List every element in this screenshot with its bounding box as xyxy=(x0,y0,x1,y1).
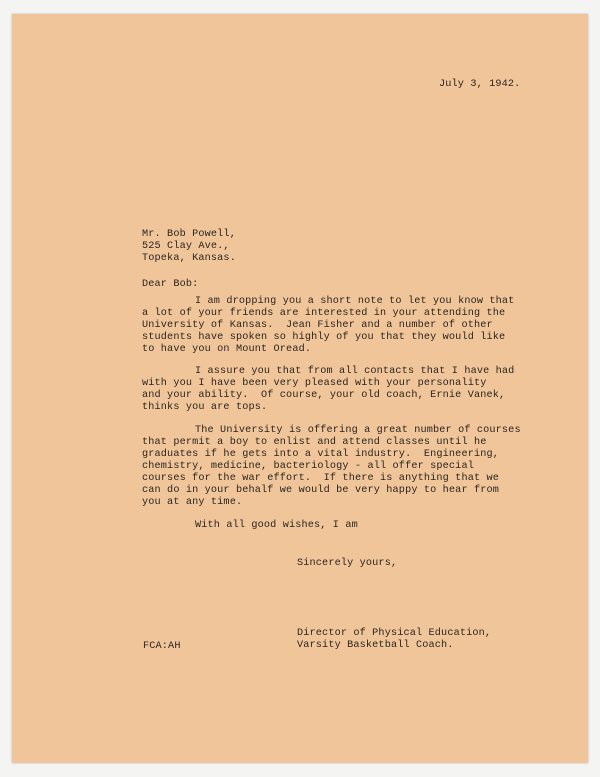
recipient-name: Mr. Bob Powell, xyxy=(142,229,236,240)
recipient-street: 525 Clay Ave., xyxy=(142,241,230,252)
paragraph-1-line: a lot of your friends are interested in your attending the xyxy=(142,308,506,319)
valediction: Sincerely yours, xyxy=(297,558,398,569)
closing-wish: With all good wishes, I am xyxy=(195,520,358,531)
paragraph-1-line: to have you on Mount Oread. xyxy=(142,344,312,355)
paragraph-3-line: The University is offering a great number of courses xyxy=(195,425,521,436)
recipient-city: Topeka, Kansas. xyxy=(142,253,236,264)
letter-date: July 3, 1942. xyxy=(439,79,521,90)
signer-title-line: Director of Physical Education, xyxy=(297,628,492,639)
paragraph-1-line: I am dropping you a short note to let you know that xyxy=(195,296,515,307)
paragraph-3-line: chemistry, medicine, bacteriology - all offer special xyxy=(142,461,474,472)
paragraph-3-line: can do in your behalf we would be very happy to hear from xyxy=(142,485,500,496)
paragraph-3-line: graduates if he gets into a vital industry. Engineering, xyxy=(142,449,500,460)
paragraph-2-line: with you I have been very pleased with your personality xyxy=(142,378,487,389)
paragraph-1-line: University of Kansas. Jean Fisher and a number of other xyxy=(142,320,493,331)
salutation: Dear Bob: xyxy=(142,279,199,290)
paragraph-2-line: I assure you that from all contacts that I have had xyxy=(195,366,515,377)
paragraph-1-line: students have spoken so highly of you that they would like xyxy=(142,332,506,343)
paragraph-3-line: you at any time. xyxy=(142,497,243,508)
paragraph-3-line: that permit a boy to enlist and attend classes until he xyxy=(142,437,487,448)
paragraph-3-line: courses for the war effort. If there is anything that we xyxy=(142,473,500,484)
reference-initials: FCA:AH xyxy=(143,641,181,652)
letter-sheet xyxy=(12,14,588,763)
signer-title-line: Varsity Basketball Coach. xyxy=(297,640,454,651)
paragraph-2-line: thinks you are tops. xyxy=(142,402,268,413)
paragraph-2-line: and your ability. Of course, your old coach, Ernie Vanek, xyxy=(142,390,506,401)
